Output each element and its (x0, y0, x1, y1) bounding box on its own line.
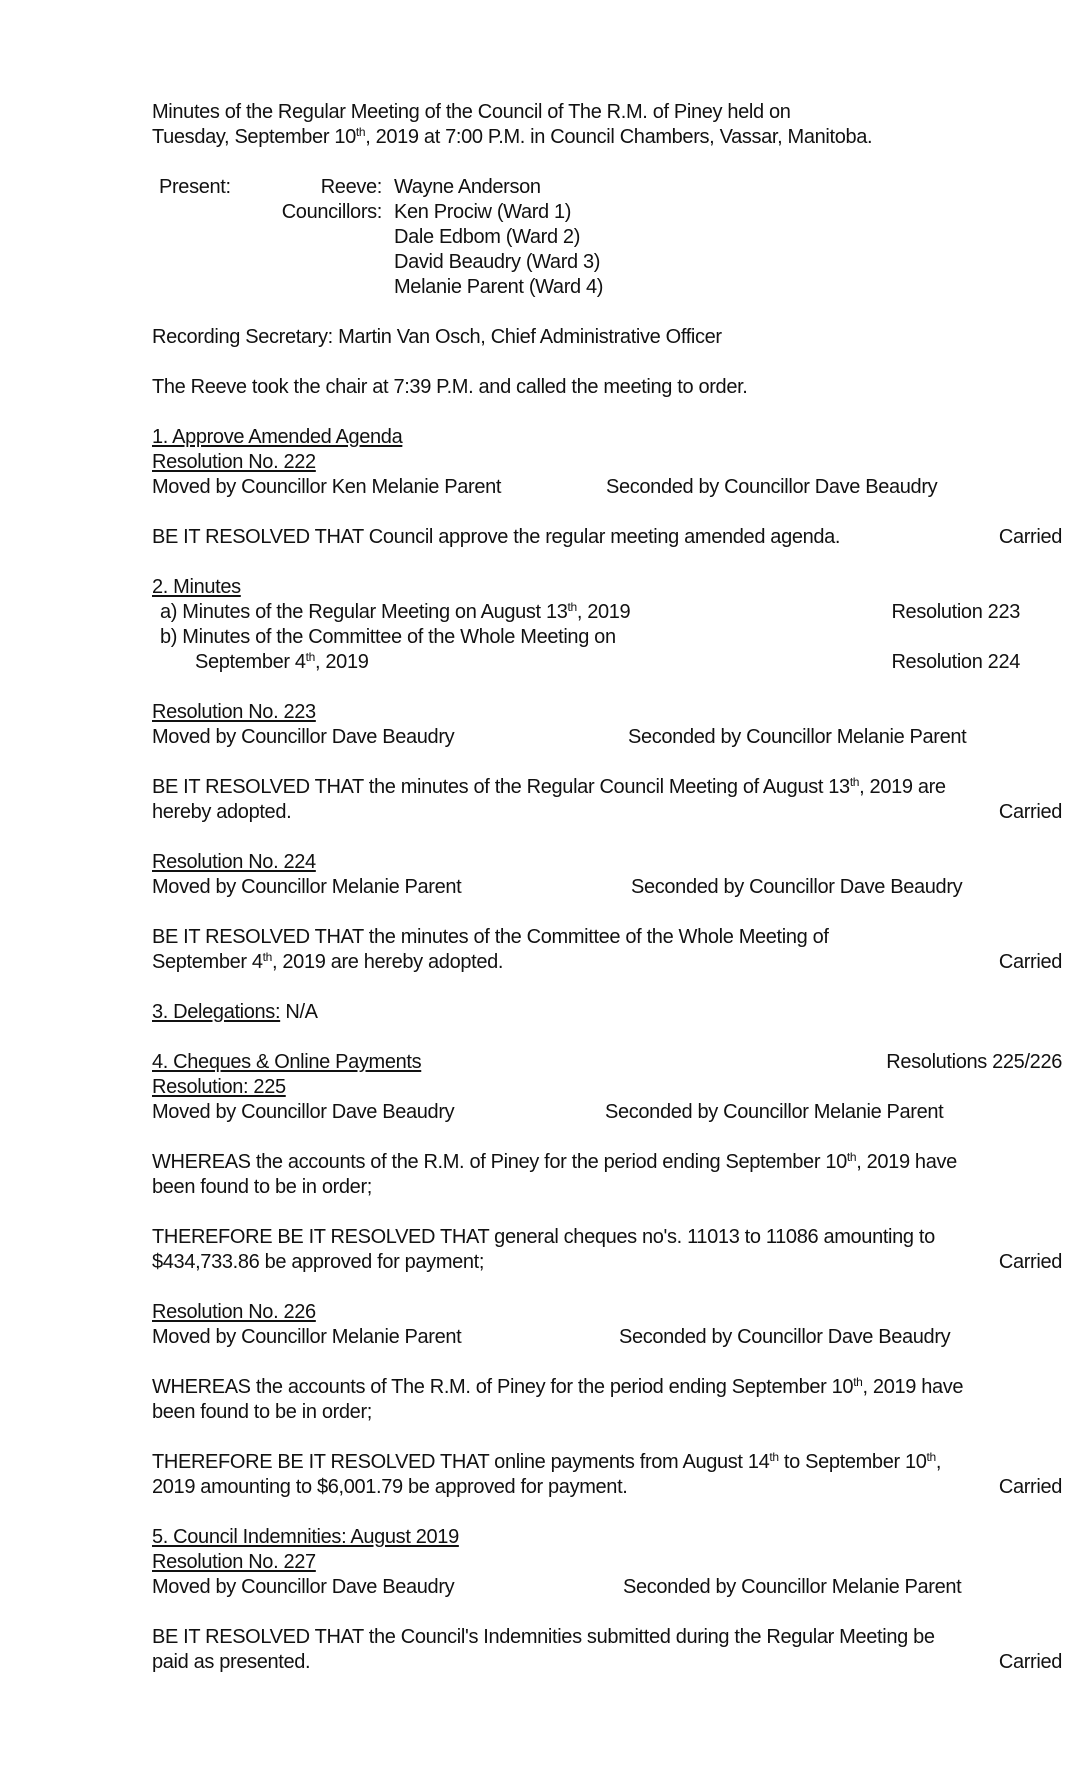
ordinal-suffix: th (926, 1450, 936, 1464)
whereas-text-line2: been found to be in order; (152, 1176, 372, 1198)
whereas-clause (152, 1375, 1062, 1425)
ordinal-suffix: th (567, 600, 577, 614)
present-label: Present: (159, 176, 231, 198)
resolution-body-end: , 2019 are hereby adopted. (271, 951, 504, 973)
resolution-number: Resolution No. 226 (152, 1301, 316, 1323)
moved-by: Moved by Councillor Melanie Parent (152, 876, 462, 898)
councillors-role: Councillors: (281, 201, 382, 223)
therefore-text-mid: to September 10 (778, 1451, 927, 1473)
resolution-number: Resolution No. 223 (152, 701, 316, 723)
mover-row (152, 1325, 1062, 1350)
seconded-by: Seconded by Councillor Melanie Parent (623, 1576, 962, 1598)
therefore-text-line2: 2019 amounting to $6,001.79 be approved for payment. (152, 1476, 628, 1498)
whereas-text-line2: been found to be in order; (152, 1401, 372, 1423)
mover-row (152, 875, 1062, 900)
resolution-body-line2: paid as presented. (152, 1651, 311, 1673)
whereas-clause (152, 1150, 1062, 1200)
seconded-by: Seconded by Councillor Melanie Parent (628, 726, 967, 748)
resolution-body-line2: hereby adopted. (152, 801, 292, 823)
moved-by: Moved by Councillor Dave Beaudry (152, 726, 455, 748)
councillor-name: Dale Edbom (Ward 2) (394, 226, 581, 248)
item-a-resolution: Resolution 223 (891, 601, 1020, 623)
therefore-clause (152, 1225, 1062, 1275)
carried-status: Carried (998, 1476, 1062, 1498)
moved-by: Moved by Councillor Ken Melanie Parent (152, 476, 502, 498)
mover-row (152, 1100, 1062, 1125)
attendance-block (152, 175, 1062, 300)
item-a-year: , 2019 (576, 601, 631, 623)
therefore-text: THEREFORE BE IT RESOLVED THAT general cheques no's. 11013 to 11086 amounting to (152, 1226, 935, 1248)
mover-row (152, 1575, 1062, 1600)
resolution-body: BE IT RESOLVED THAT the minutes of the Regular Council Meeting of August 13 (152, 776, 850, 798)
whereas-text-end: , 2019 have (856, 1151, 957, 1173)
section-resolutions: Resolutions 225/226 (886, 1051, 1062, 1073)
section-approve-agenda (152, 425, 1062, 550)
mover-row (152, 725, 1062, 750)
resolution-number: Resolution No. 224 (152, 851, 316, 873)
resolution-body-date: September 4 (152, 951, 263, 973)
section-minutes (152, 575, 1062, 975)
councillor-name: Melanie Parent (Ward 4) (394, 276, 604, 298)
call-to-order: The Reeve took the chair at 7:39 P.M. and called the meeting to order. (152, 376, 748, 398)
resolution-text (152, 775, 1062, 825)
moved-by: Moved by Councillor Dave Beaudry (152, 1576, 455, 1598)
whereas-text: WHEREAS the accounts of the R.M. of Piney for the period ending September 10 (152, 1151, 847, 1173)
councillor-name: David Beaudry (Ward 3) (394, 251, 601, 273)
document-title (152, 100, 1062, 150)
minutes-item-b-line1: b) Minutes of the Committee of the Whole Meeting on (160, 626, 616, 648)
ordinal-suffix: th (769, 1450, 779, 1464)
moved-by: Moved by Councillor Dave Beaudry (152, 1101, 455, 1123)
resolution-body: BE IT RESOLVED THAT Council approve the regular meeting amended agenda. (152, 526, 841, 548)
therefore-clause (152, 1450, 1062, 1500)
whereas-text-end: , 2019 have (862, 1376, 964, 1398)
section-heading: 4. Cheques & Online Payments (152, 1051, 422, 1073)
therefore-text-end: , (935, 1451, 942, 1473)
section-heading-row (152, 1050, 1062, 1075)
section-cheques-payments (152, 1050, 1062, 1500)
therefore-text-line2: $434,733.86 be approved for payment; (152, 1251, 485, 1273)
minutes-document (152, 100, 1062, 1675)
carried-status: Carried (998, 526, 1062, 548)
councillor-name: Ken Prociw (Ward 1) (394, 201, 572, 223)
seconded-by: Seconded by Councillor Melanie Parent (605, 1101, 944, 1123)
section-delegations (152, 1000, 1062, 1025)
title-date-text: Tuesday, September 10 (152, 126, 356, 148)
reeve-role: Reeve: (320, 176, 382, 198)
section-heading: 2. Minutes (152, 576, 241, 598)
ordinal-suffix: th (355, 125, 366, 139)
item-a-text: a) Minutes of the Regular Meeting on August 13 (160, 601, 568, 623)
resolution-body: BE IT RESOLVED THAT the minutes of the Committee of the Whole Meeting of (152, 926, 829, 948)
moved-by: Moved by Councillor Melanie Parent (152, 1326, 462, 1348)
ordinal-suffix: th (305, 650, 315, 664)
recording-secretary: Recording Secretary: Martin Van Osch, Chief Administrative Officer (152, 326, 722, 348)
resolution-body: BE IT RESOLVED THAT the Council's Indemnities submitted during the Regular Meeting be (152, 1626, 935, 1648)
delegations-value: N/A (280, 1001, 318, 1023)
whereas-text: WHEREAS the accounts of The R.M. of Piney for the period ending September 10 (152, 1376, 854, 1398)
seconded-by: Seconded by Councillor Dave Beaudry (631, 876, 963, 898)
ordinal-suffix: th (262, 950, 272, 964)
minutes-item-a (152, 600, 1020, 625)
resolution-text (152, 1625, 1062, 1675)
title-line-2 (152, 126, 872, 148)
carried-status: Carried (998, 1251, 1062, 1273)
item-b-year: , 2019 (314, 651, 369, 673)
ordinal-suffix: th (849, 775, 860, 789)
therefore-text: THEREFORE BE IT RESOLVED THAT online payments from August 14 (152, 1451, 770, 1473)
seconded-by: Seconded by Councillor Dave Beaudry (619, 1326, 951, 1348)
carried-status: Carried (998, 801, 1062, 823)
resolution-text (152, 925, 1062, 975)
title-line-1: Minutes of the Regular Meeting of the Council of The R.M. of Piney held on (152, 101, 791, 123)
minutes-item-b (152, 650, 1020, 675)
carried-status: Carried (998, 951, 1062, 973)
section-council-indemnities (152, 1525, 1062, 1675)
section-heading: 1. Approve Amended Agenda (152, 426, 403, 448)
resolution-number: Resolution: 225 (152, 1076, 286, 1098)
ordinal-suffix: th (846, 1150, 857, 1164)
seconded-by: Seconded by Councillor Dave Beaudry (606, 476, 938, 498)
resolution-number: Resolution No. 227 (152, 1551, 316, 1573)
resolution-text (152, 525, 1062, 550)
mover-row (152, 475, 1062, 500)
section-heading: 5. Council Indemnities: August 2019 (152, 1526, 459, 1548)
resolution-number: Resolution No. 222 (152, 451, 316, 473)
section-heading: 3. Delegations: (152, 1001, 281, 1023)
item-b-text: September 4 (195, 651, 306, 673)
reeve-name: Wayne Anderson (394, 176, 541, 198)
carried-status: Carried (998, 1651, 1062, 1673)
title-location-text: , 2019 at 7:00 P.M. in Council Chambers, Vassar, Manitoba. (365, 126, 873, 148)
item-b-resolution: Resolution 224 (891, 651, 1020, 673)
ordinal-suffix: th (853, 1375, 863, 1389)
resolution-body-end: , 2019 are (859, 776, 946, 798)
